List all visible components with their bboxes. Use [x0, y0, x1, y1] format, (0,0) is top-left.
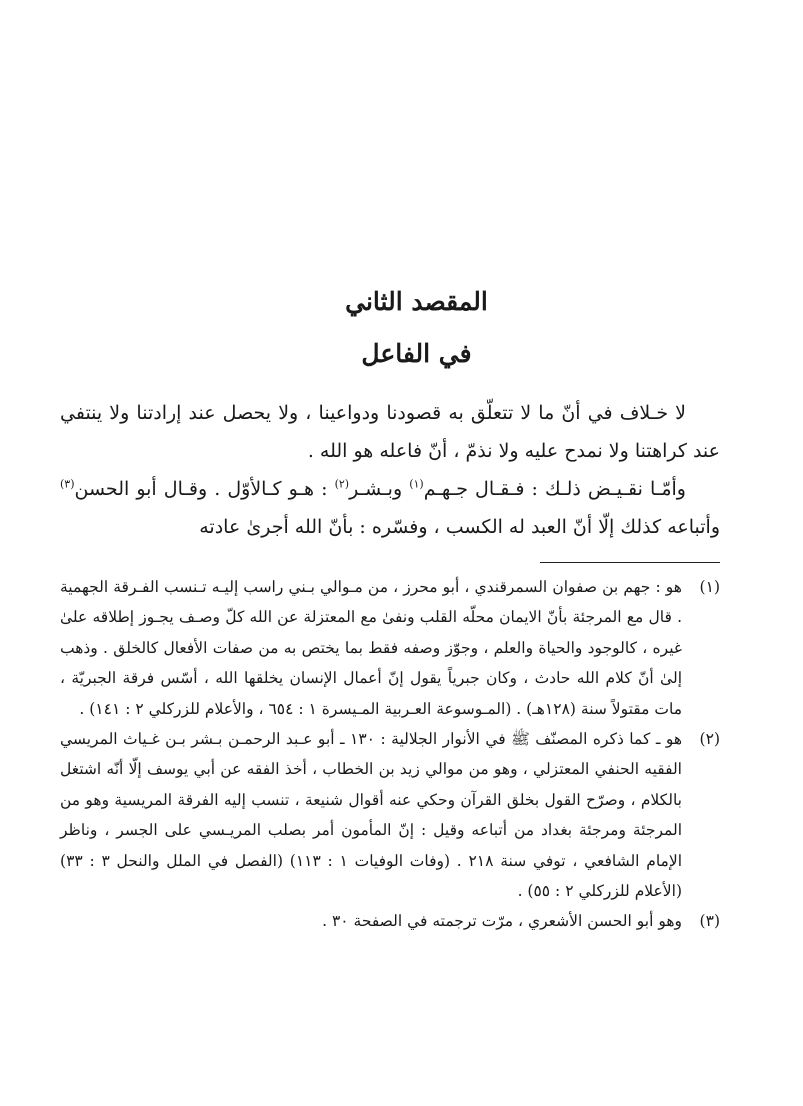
- footnote-ref-3: (٣): [60, 477, 75, 491]
- paragraph-2-part-3: : هـو كـالأوّل . وقـال أبو الحسن: [74, 478, 335, 500]
- footnote-2: [60, 724, 720, 906]
- footnote-number: (٣): [699, 912, 720, 931]
- footnote-text: هو ـ كما ذكره المصنّف ﷺ في الأنوار الجلالية : ١٣٠ ـ أبو عـبد الرحمـن بـشر بـن غـياث المريسي الفقيه الحنفي المعتزلي ، وهو من موالي زيد بن الخطاب ، أخذ الفقه عن أبي يوسف إلّا أنّه اشتغل بالكلام ، وصرّح القول بخلق القرآن وحكي عنه أقوال شنيعة ، تنسب إليه الفرقة المريسية وهو من المرجئة ومرجئة بغداد من أتباعه وقيل : إنّ المأمون أمر بصلب المريـسي على الجسر ، وناظر الإمام الشافعي ، توفي سنة ٢١٨ . (وفات الوفيات ١ : ١١٣) (الفصل في الملل والنحل ٣ : ٣٣) (الأعلام للزركلي ٢ : ٥٥) .: [60, 730, 683, 901]
- paragraph-1: لا خـلاف في أنّ ما لا تتعلّق به قصودنا ودواعينا ، ولا يحصل عند إرادتنا ولا ينتفي عند كراهتنا ولا نمدح عليه ولا نذمّ ، أنّ فاعله هو الله .: [60, 402, 720, 462]
- footnotes-list: [60, 572, 720, 937]
- paragraph-2: [60, 470, 720, 546]
- section-title: المقصد الثاني: [345, 287, 488, 316]
- main-text: [60, 394, 720, 546]
- footnote-text: هو : جهم بن صفوان السمرقندي ، أبو محرز ، من مـوالي بـني راسب إليـه تـنسب الفـرقة الجهمية . قال مع المرجئة بأنّ الايمان محلّه القلب ونفىٰ مع المعتزلة عن الله كلّ وصـف يجـوز إطلاقه علىٰ غيره ، كالوجود والحياة والعلم ، وجوّز وصفه فقط بما يختص به من صفات الأفعال كالخلق . وذهب إلىٰ أنّ كلام الله حادث ، وكان جبرياً يقول إنّ أعمال الإنسان يخلقها الله ، أسّس فرقة الجبريّة ، مات مقتولاً سنة (١٢٨هـ) . (المـوسوعة العـربية المـيسرة ١ : ٦٥٤ ، والأعلام للزركلي ٢ : ١٤١) .: [60, 578, 682, 718]
- footnote-number: (٢): [699, 730, 720, 749]
- footnote-3: [60, 906, 720, 936]
- footnote-text: وهو أبو الحسن الأشعري ، مرّت ترجمته في الصفحة ٣٠ .: [322, 912, 682, 931]
- paragraph-2-part-2: وبـشـر: [349, 478, 410, 500]
- paragraph-2-part-1: وأمّـا نقـيـض ذلـك : فـقـال جـهـم: [423, 478, 686, 500]
- footnote-number: (١): [699, 578, 720, 596]
- paragraph-2-part-4: وأتباعه كذلك إلّا أنّ العبد له الكسب ، وفسّره : بأنّ الله أجرىٰ عادته: [199, 516, 720, 538]
- section-subtitle: في الفاعل: [361, 339, 472, 368]
- footnote-ref-2: (٢): [334, 477, 350, 491]
- footnote-divider: [540, 562, 720, 563]
- footnote-ref-1: (١): [409, 477, 424, 491]
- footnote-1: [60, 572, 720, 724]
